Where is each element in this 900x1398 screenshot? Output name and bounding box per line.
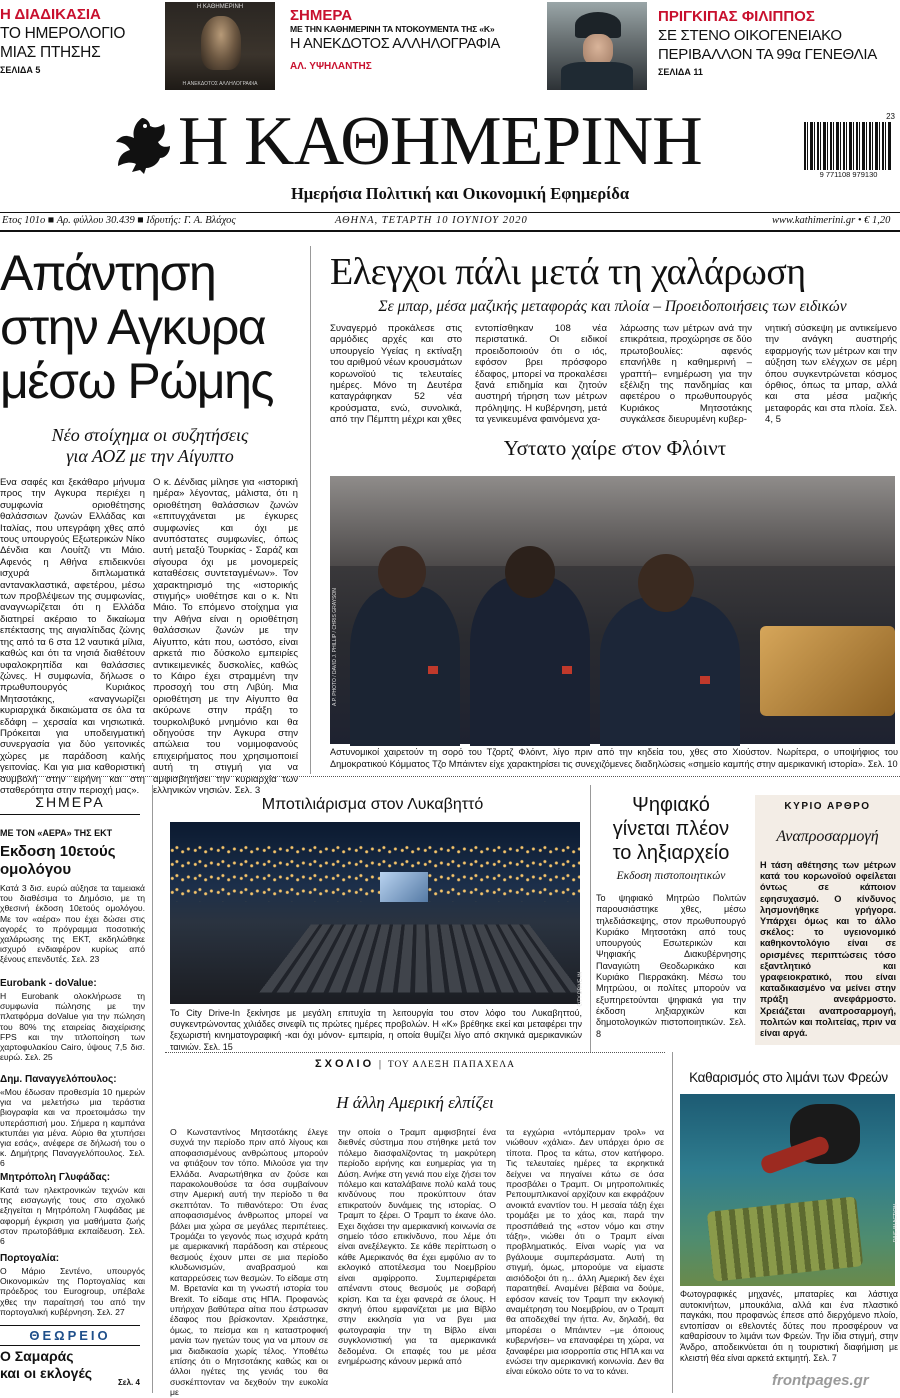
theoreio-label: ΘΕΩΡΕΙΟ	[0, 1325, 140, 1346]
lixiarcheio-deck: Εκδοση πιστοποιητικών	[616, 870, 726, 882]
teaser-line: ΠΕΡΙΒΑΛΛΟΝ ΤΑ 99α ΓΕΝΕΘΛΙΑ	[658, 46, 877, 63]
headline-line: ομολόγου	[0, 861, 72, 878]
masthead-logo-icon	[112, 112, 172, 176]
editorial-text: Η τάση αθέτησης των μέτρων κατά του κορωνοϊού οφείλεται όντως σε κάποιον εφησυχασμό. Ο κίνδυνος λησμονήθηκε γρήγορα. Υπάρχει όμως και το άλλο σκέλος: το υγειονομικό καθηκοντολόγιο είναι σε ορισμένες περιπτώσεις τόσο εξαντλητικό και γραφειοκρατικό, που είναι καταδικασμένο να μείνει στην πράξη ανεφάρμοστο. Χρειάζεται αναπροσαρμογή, πολιτών και πολιτείας, πριν να είναι αργά.	[760, 860, 896, 1039]
simera-item-4: Κατά των ηλεκτρονικών τεχνών και της εισαγωγής τους στο σχολικό εξηγείται η Μητρόπολη Γλυφάδας με αφορμή έγκριση για μαθήματα ζωής στον πρωτοβάθμια εκπαίδευση. Σελ. 6	[0, 1185, 145, 1247]
lead-right-headline[interactable]: Ελεγχοι πάλι μετά τη χαλάρωση	[330, 251, 806, 293]
simera-bullet-title: Δημ. Παναγγελόπουλος:	[0, 1074, 117, 1085]
headline-line: Ψηφιακό	[632, 794, 710, 816]
officer-figure	[600, 596, 740, 746]
photo-credit: A.P. PHOTO / DAVID J. PHILLIP / CHRIS GRAYSON	[332, 588, 338, 706]
teaser-line: Η ΑΝΕΚΔΟΤΟΣ ΑΛΛΗΛΟΓΡΑΦΙΑ	[290, 36, 500, 52]
teaser-subline: ΜΕ ΤΗΝ ΚΑΘΗΜΕΡΙΝΗ ΤΑ ΝΤΟΚΟΥΜΕΝΤΑ ΤΗΣ «Κ»	[290, 24, 495, 34]
officer-head	[378, 546, 426, 598]
headline-line: Απάντηση	[0, 245, 216, 301]
masthead-title: Η ΚΑΘΗΜΕΡΙΝΗ	[178, 103, 702, 180]
parked-cars	[259, 924, 580, 992]
patch	[700, 676, 710, 684]
floyd-funeral-image[interactable]	[330, 476, 895, 744]
teaser-page: ΣΕΛΙΔΑ 5	[0, 65, 41, 75]
teaser-name: ΑΛ. ΥΨΗΛΑΝΤΗΣ	[290, 61, 372, 72]
officer-figure	[470, 576, 590, 746]
lead-left-deck	[0, 425, 300, 467]
teaser-kicker: Η ΔΙΑΔΙΚΑΣΙΑ	[0, 6, 101, 23]
photo-credit: DIVE IN ACTION	[893, 1204, 899, 1243]
comment-col3: τα εγχώρια «ντόμπερμαν τρολ» να νιώθουν «χάλια». Δεν υπάρχει όριο σε τίποτα. Προς τα κάτω, στον κατήφορο. Τις τελευταίες ημέρες τα εκρηκτικά δείχνει να πηγαίνει κάτω σε όσα προσβάλει ο Τραμπ. Οι μητροπολιτικές Ρεπουμπλικανοί αρχίζουν και εκφράζουν ανοικτά εναντίον του. Η μεσαία τάξη έχει τρομάξει με το χάος και, παρά την προσπάθειά της «στον νόμο και στην τάξη», νιώθει ότι ο Τραμπ είναι προβληματικός. Είναι νωρίς για να βγάλουμε συμπεράσματα. Αυτή τη στιγμή, όμως, μπορούμε να είμαστε αισιόδοξοι ότι η... άλλη Αμερική δεν έχει παραιτηθεί. Αναμένει βέβαια να δούμε, εφόσον κανείς τον Τραμπ την εκλογική αναμέτρηση του Νοεμβρίου, αν ο Τραμπ θα αποδεχθεί την ήττα. Αν, δηλαδή, θα μπορέσει ο Μπάιντεν –με όποιους κυβερνήσει– να επαναφέρει τη χώρα, να ξαναφέρει μια ισορροπία στις ΗΠΑ και να ενώσει την αμερικανική κοινωνία. Δεν θα είναι εύκολο ούτε το να το κάνει.	[506, 1127, 664, 1377]
watermark-text: frontpages.gr	[772, 1372, 869, 1389]
headline-line: στην Αγκυρα	[0, 299, 266, 355]
drivein-caption: Το City Drive-In ξεκίνησε με μεγάλη επιτυχία τη λειτουργία του στον λόφο του Λυκαβηττού, συγκεντρώνοντας χιλιάδες σινεφίλ τις πρώτες ημέρες προβολών. Η «Κ» βρέθηκε εκεί και μεταφέρει την ξεχωριστή κινηματογραφική -και όχι μόνον- εμπειρία, η οποία θυμίζει λίγο από σκηνικά αμερικανικών ταινιών. Σελ. 15	[170, 1008, 582, 1052]
barcode-bars	[804, 122, 892, 170]
lead-right-col2: εντοπίσθηκαν 108 νέα περιστατικά. Οι ειδικοί προειδοποιούν ότι ο ιός, εφόσον βρει πρόσφορο έδαφος, μπορεί να προκαλέσει ξανά επιδημία και ζητούν αυστηρή τήρηση των μέτρων πρόληψης. Η κυβέρνηση, μετά τα γενικευμένα φαινόμενα χα-	[475, 323, 607, 426]
photo-credit: CITY DRIVE-IN	[578, 972, 584, 1007]
teaser-line: ΤΟ ΗΜΕΡΟΛΟΓΙΟ	[0, 25, 126, 42]
simera-bullet-title: Πορτογαλία:	[0, 1253, 60, 1264]
simera-item-1: Κατά 3 δισ. ευρώ αύξησε τα ταμειακά του διαθέσιμα το Δημόσιο, με τη χθεσινή έκδοση 10ετούς ομολόγου. Με τον «αέρα» που έχει δώσει στις αγορές το πρόγραμμα ποσοτικής χαλάρωσης της ΕΚΤ, εκδηλώθηκε ισχυρό ενδιαφέρον κυρίως από ξένους επενδυτές. Σελ. 23	[0, 883, 145, 965]
deck-line: Νέο στοίχημα οι συζητήσεις	[51, 425, 249, 445]
sunken-bench	[707, 1196, 863, 1281]
lead-left-col2: Ο κ. Δένδιας μίλησε για «ιστορική ημέρα» λέγοντας, μάλιστα, ότι η οριοθέτηση θαλάσσιων ζωνών «επιτυγχάνεται με έγκυρες συμφωνίες και όχι με ανυπόστατες συμφωνίες, όπως αυτή μεταξύ Τουρκίας - Σαράζ και σίγουρα όχι με μονομερείς καταθέσεις συντεταγμένων». Τον χαρακτηρισμό της «ιστορικής στιγμής» υιοθέτησε και ο κ. Ντι Μάιο. Το επόμενο στοίχημα για την Αθήνα είναι η οριοθέτηση θαλάσσιων ζωνών με την Αίγυπτο, κάτι που, ωστόσο, είναι αρκετά πιο δύσκολο εμπειρίες αντικειμενικές δυσκολίες, καθώς το Κάιρο έχει στραμμένη την προσοχή του στη Λιβύη. Μια οριοθέτηση με την Αίγυπτο θα ακύρωνε στην πράξη το τουρκολιβυκό μνημόνιο και θα οδηγούσε την Αγκυρα στην απώλεια του νομιμοφανούς επιχειρήματος που χρησιμοποιεί αυτή τη στιγμή για να αμφισβητήσει την κυριαρχία των ελληνικών νησιών. Σελ. 3	[153, 477, 298, 796]
floyd-headline[interactable]: Υστατο χαίρε στον Φλόιντ	[503, 436, 727, 460]
cinema-screen	[380, 872, 428, 902]
teaser-line: ΜΙΑΣ ΠΤΗΣΗΣ	[0, 44, 101, 61]
headline-line: το ληξιαρχείο	[612, 842, 730, 864]
simera-kicker: ΜΕ ΤΟΝ «ΑΕΡΑ» ΤΗΣ ΕΚΤ	[0, 828, 113, 838]
officer-head	[638, 554, 694, 612]
drivein-night-image[interactable]	[170, 822, 584, 1007]
casket	[760, 626, 895, 716]
teaser-philip[interactable]	[658, 8, 900, 92]
theoreio-headline[interactable]	[0, 1348, 145, 1382]
lixiarcheio-headline[interactable]	[596, 793, 746, 865]
teaser-letters[interactable]	[290, 8, 540, 92]
masthead-subtitle: Ημερήσια Πολιτική και Οικονομική Εφημερίδα	[290, 184, 630, 203]
barcode	[800, 112, 897, 182]
patch	[562, 666, 572, 674]
dateline-right: www.kathimerini.gr • € 1,20	[772, 215, 891, 226]
lead-right-col3: λάρωσης των μέτρων ανά την επικράτεια, προχώρησε σε δύο πρωτοβουλίες: αφενός επανήλθε η καθημερινή –γραπτή– ενημέρωση για την εξέλιξη της πανδημίας και αφετέρου ο πρωθυπουργός Κυριάκος Μητσοτάκης συγκάλεσε διευρυμένη κυβερ-	[620, 323, 752, 426]
headline-line: Ο Σαμαράς	[0, 1348, 74, 1364]
simera-label: ΣΗΜΕΡΑ	[0, 794, 140, 815]
simera-item-5: Ο Μάριο Σεντένο, υπουργός Οικονομικών της Πορτογαλίας και πρόεδρος του Eurogroup, υπέβαλε χθες την παραίτησή του από την πορτογαλική κυβέρνηση. Σελ. 27	[0, 1266, 145, 1317]
barcode-issue: 23	[886, 112, 895, 121]
comment-col1: Ο Κωνσταντίνος Μητσοτάκης έλεγε συχνά την περίοδο πριν από λίγους και αποφασισμένους ανθρώπους μπορούν να φτιάξουν τον τόπο. Μιλούσε για την Ελλάδα. Αναρωτήθηκα αν ζούσε και παρακολουθούσε τα όσα συμβαίνουν στην Αμερική αυτή την περίοδο τι θα σκεπτόταν. Το πιθανότερο: Ότι ένας αποφασισμένος άνθρωπος μπορεί να βάλει μια χώρα σε μεγάλες περιπέτειες. Τρομάζει το γεγονός πως ισχυρά κράτη με αμερικανική παράδοση και στέρεους θεσμούς έχουν μπει σε μια περίοδο κλυδωνισμών, αναβρασμού και καταρρεύσεις των θεσμών. Το είδαμε στη Μ. Βρετανία και τη γνωστή ιστορία του Brexit. Το είδαμε στις ΗΠΑ. Προφανώς υπήρχαν βαθύτερα αίτια που έστρωσαν έδαφος που βρίσκονταν. Χρειάστηκε, όμως, το πείσμα και η καταστροφική μανία των ηγετών τους για να μπουν σε μια διαδικασία χωρίς τέλος. Υποθέτω επίσης ότι ο Μητσοτάκης καθώς και οι άλλοι ηγέτες της γενιάς του θα συσκέπτονταν να δεχθούν την ευκολία με	[170, 1127, 328, 1398]
editorial-label: ΚΥΡΙΟ ΑΡΘΡΟ	[784, 801, 871, 812]
simera-item-3: «Μου έδωσαν προθεσμία 10 ημερών για να μελετήσω μια τεράστια βιογραφία και να προετοιμάσω την υπεράσπισή μου. Σήμερα η καμπάνα κτυπάει για μένα. Αύριο θα χτυπήσει για εσάς», ανέφερε σε δήλωσή του ο κ. Δημήτρης Παναγγελόπουλος. Σελ. 6	[0, 1087, 145, 1169]
comment-label-main: ΣΧΟΛΙΟ	[315, 1058, 375, 1070]
book-subtitle: Η ΑΝΕΚΔΟΤΟΣ ΑΛΛΗΛΟΓΡΑΦΙΑ	[182, 81, 258, 87]
simera-headline[interactable]	[0, 843, 145, 879]
teaser-page: ΣΕΛΙΔΑ 11	[658, 67, 703, 77]
simera-bullet-title: Μητρόπολη Γλυφάδας:	[0, 1172, 111, 1183]
comment-label: ΣΧΟΛΙΟ | ΤΟΥ ΑΛΕΞΗ ΠΑΠΑΧΕΛΑ	[315, 1058, 515, 1070]
deck-line: για ΑΟΖ με την Αίγυπτο	[66, 446, 234, 466]
headline-line: μέσω Ρώμης	[0, 353, 273, 409]
simera-bullet-title: Eurobank - doValue:	[0, 978, 97, 989]
lead-right-deck: Σε μπαρ, μέσα μαζικής μεταφοράς και πλοία – Προειδοποιήσεις των ειδικών	[378, 298, 847, 315]
headline-line: Εκδοση 10ετούς	[0, 843, 116, 860]
drivein-headline[interactable]: Μποτιλιάρισμα στον Λυκαβηττό	[261, 796, 484, 813]
officer-head	[505, 546, 555, 598]
city-lights	[170, 842, 580, 902]
headline-line: και οι εκλογές	[0, 1365, 93, 1381]
frea-caption: Φωτογραφικές μηχανές, μπαταρίες και λάστιχα αυτοκινήτων, μπουκάλια, αλλά και ένα πλαστικό παγκάκι, που προφανώς έπεσε από διερχόμενο πλοίο, εντοπίσαν οι εθελοντές δύτες που προσφέρουν να καθαρίσουν το λιμάνι των Φρεών. Την ίδια στιγμή, στην Άνδρο, αποδεικνύεται ότι η τουριστική διαφήμιση με κλειστή θέα είναι αρκετά εκτιμητή. Σελ. 7	[680, 1289, 898, 1363]
officer-figure	[350, 586, 460, 746]
teaser-flight[interactable]	[0, 6, 160, 92]
book-cover-image[interactable]	[165, 2, 275, 90]
editorial-headline[interactable]: Αναπροσαρμογή	[776, 828, 879, 845]
lead-left-headline[interactable]	[0, 246, 310, 408]
frea-headline[interactable]: Καθαρισμός στο λιμάνι των Φρεών	[689, 1070, 888, 1085]
teaser-kicker: ΠΡΙΓΚΙΠΑΣ ΦΙΛΙΠΠΟΣ	[658, 8, 815, 25]
book-title: Η ΚΑΘΗΜΕΡΙΝΗ	[196, 4, 244, 10]
theoreio-page: Σελ. 4	[118, 1378, 140, 1387]
teaser-kicker: ΣΗΜΕΡΑ	[290, 7, 353, 24]
frea-underwater-image[interactable]	[680, 1094, 899, 1286]
portrait-figure	[201, 16, 241, 70]
prince-philip-image[interactable]	[547, 2, 647, 90]
comment-headline[interactable]: Η άλλη Αμερική ελπίζει	[336, 1093, 494, 1112]
simera-item-2: Η Eurobank ολοκλήρωσε τη συμφωνία πώλησης με την πλατφόρμα doValue για την πώληση του 80% της εταιρείας διαχείρισης FPS και την τιτλοποίηση των χαρτοφυλακίου Cairo, ύψους 7,5 δισ. ευρώ. Σελ. 25	[0, 991, 145, 1063]
patch	[428, 666, 438, 674]
comment-col2: την οποία ο Τραμπ αμφισβητεί ένα διεθνές σύστημα που στήθηκε μετά τον πόλεμο διασφαλίζοντας τη μακρύτερη περίοδο ειρήνης και ευημερίας για τη Δύση. Ανήκε στη γενιά που είχε ζήσει τον πόλεμο και καταλάβαινε πολύ καλά τους κινδύνους που προκύπτουν όταν επικρατούν δυνάμεις της ιστορίας. Ο Τραμπ το ξέρει. Ο Τραμπ το έκανε όλο. Εχει διχάσει την αμερικανική κοινωνία σε σημείο τόσο επικίνδυνο, που λέμε ότι είναι ανεξέλεγκτο. Σε κάθε περίπτωση ο κάθε Αμερικανός θα έχει εμφύλιο αν το εκλογικό αποτέλεσμα του Νοεμβρίου είναι αμφίρροπο. Συμπεριφέρεται απέναντι στους θεσμούς με σοβαρή κρίση. Και τα έχει φανερά σε όλους. Η σκηνή όπου εμφανίζεται με μια Βίβλο στην εκκλησία για να βγει μια φωτογραφία την τη Βίβλο είναι συγκλονιστική για τα αμερικανικά δεδομένα. Οι επαφές του με μέσα ενημέρωσης κάνουν μερικά από	[338, 1127, 496, 1366]
lixiarcheio-text: Το ψηφιακό Μητρώο Πολιτών παρουσιάστηκε χθες, μέσω τηλεδιάσκεψης, στον πρωθυπουργό Κυριάκο Μητσοτάκη από τους υπουργούς Εσωτερικών και Ψηφιακής Διακυβέρνησης Παναγιώτη Θεοδωρικάκο και Κυριάκο Πιερρακάκη. Μέσω του Μητρώου, οι πολίτες μπορούν να εξυπηρετούνται ψηφιακά για την έκδοση ληξιαρχικών και δημοτολογικών πιστοποιητικών. Σελ. 8	[596, 893, 746, 1039]
lead-right-col4: νητική σύσκεψη με αντικείμενο την ανάγκη αυστηρής εφαρμογής των μέτρων και την αύξηση των ελέγχων σε μέρη όπου συγκεντρώνεται κόσμος όρθιος, όπως τα μπαρ, αλλά και στα μέσα μαζικής μεταφοράς και στα πλοία. Σελ. 4, 5	[765, 323, 897, 426]
dateline-center: ΑΘΗΝΑ, ΤΕΤΑΡΤΗ 10 ΙΟΥΝΙΟΥ 2020	[335, 215, 528, 226]
teaser-line: ΣΕ ΣΤΕΝΟ ΟΙΚΟΓΕΝΕΙΑΚΟ	[658, 27, 842, 44]
floyd-caption: Αστυνομικοί χαιρετούν τη σορό του Τζορτζ Φλόιντ, λίγο πριν από την κηδεία του, χθες στο Χιούστον. Νωρίτερα, ο υποψήφιος του Δημοκρατικού Κόμματος Τζο Μπάιντεν είχε χαρακτηρίσει τις συνεχιζόμενες διαδηλώσεις «σημείο καμπής στην αμερικανική ιστορία». Σελ. 10	[330, 747, 898, 769]
lead-right-col1: Συναγερμό προκάλεσε στις αρμόδιες αρχές και στο υπουργείο Υγείας η εκτίναξη του αριθμού νέων κρουσμάτων κορωνοϊού τις τελευταίες ημέρες. Μόνο τη Δευτέρα καταγράφηκαν 52 νέα κρούσματα, ενώ, συνολικά, από την Πέμπτη μέχρι και χθες	[330, 323, 462, 426]
dateline-left: Ετος 101ο ■ Αρ. φύλλου 30.439 ■ Ιδρυτής: Γ. Α. Βλάχος	[2, 215, 236, 226]
headline-line: γίνεται πλέον	[612, 818, 730, 840]
uniform	[561, 62, 633, 90]
comment-author: ΤΟΥ ΑΛΕΞΗ ΠΑΠΑΧΕΛΑ	[387, 1060, 515, 1070]
barcode-number: 9 771108 979130	[819, 170, 878, 179]
lead-left-col1: Ενα σαφές και ξεκάθαρο μήνυμα προς την Αγκυρα περιέχει η συμφωνία οριοθέτησης θαλάσσιων ζωνών Ελλάδας και Ιταλίας, που υπεγράφη χθες από τους υπουργούς Εξωτερικών Νίκο Δένδια και Λουίτζι ντι Μάιο. Αφενός η Αθήνα επιδεικνύει ισχυρά διπλωματικά αντανακλαστικά, αφετέρου, μέσω των προβλέψεων της συμφωνίας, αναγνωρίζεται ότι η Ελλάδα διατηρεί ακέραιο το δικαίωμα επέκτασης της αιγιαλίτιδας ζώνης της από τα 6 στα 12 ναυτικά μίλια, καθώς και ότι τα νησιά διαθέτουν υφαλοκρηπίδα και θαλάσσιες ζώνες. Η συμφωνία, δήλωσε ο πρωθυπουργός Κυριάκος Μητσοτάκης, «αναγνωρίζει κυριαρχικά δικαιώματα σε όλα τα εδάφη – χερσαία και νησιωτικά. Πρόκειται για υποδειγματική συνεργασία για δύο γειτονικές χώρες με παράδοση καλής γειτονίας. Και για μια καθοριστική συμβολή στην ειρήνη και στη σταθερότητα στην περιοχή μας».	[0, 477, 145, 796]
